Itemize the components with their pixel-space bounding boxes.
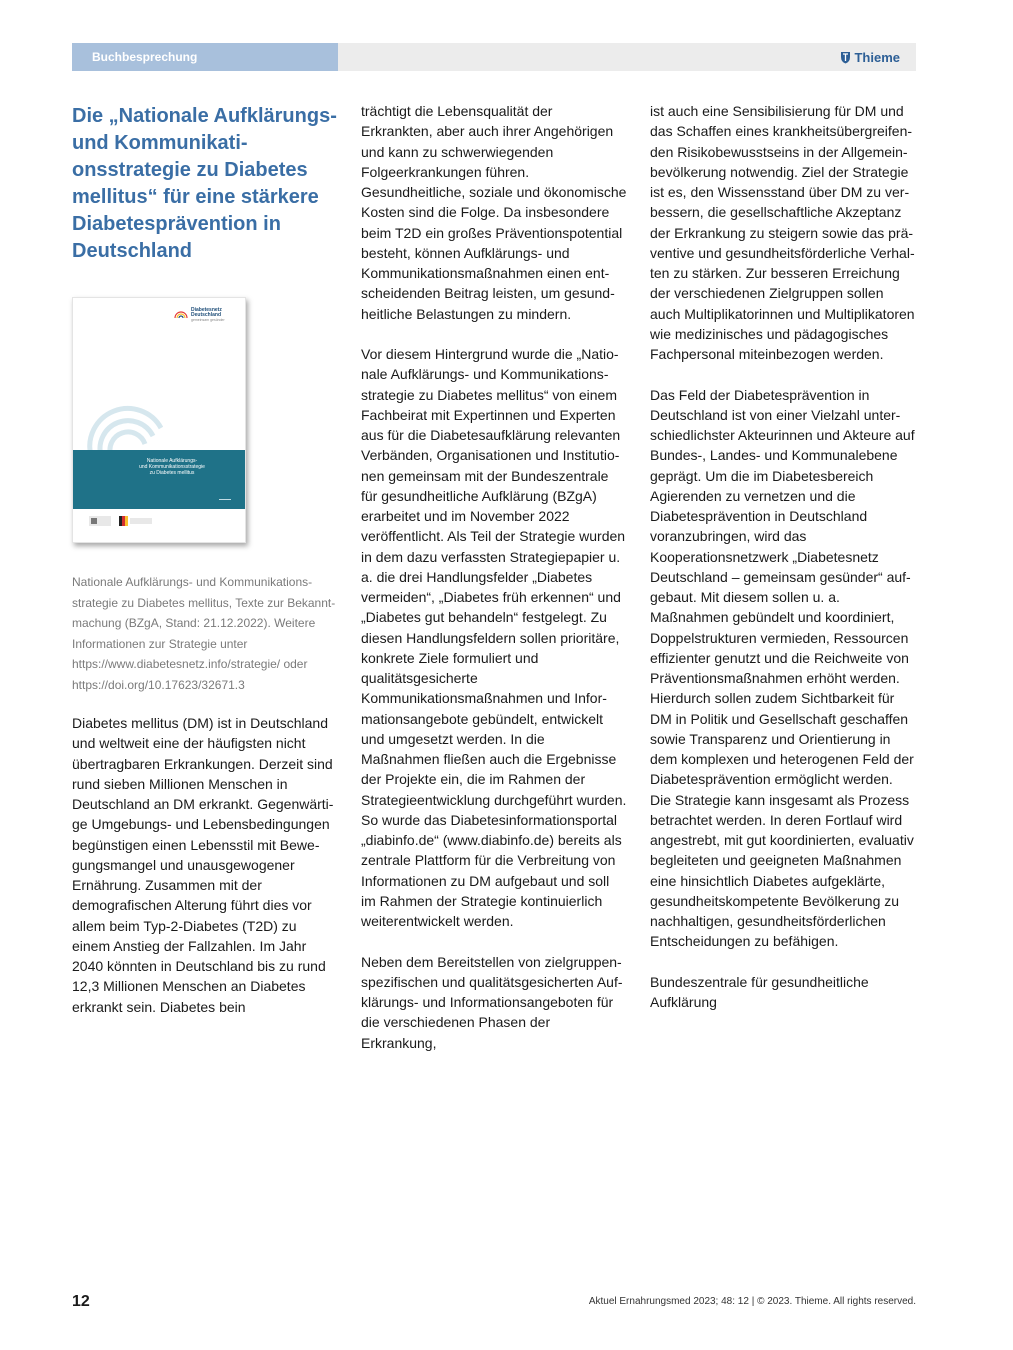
section-header [72,43,338,71]
paragraph-background: Vor diesem Hintergrund wurde die „Nationale Aufklärungs- und Kommunikationsstrategie zu Diabetes mellitus“ von einem Fachbeirat mit Expertinnen und Experten aus für die Diabetesaufklärung relevanten Verbänden, Organisationen und Institutionen gemeinsam mit der Bundeszentrale für gesundheitliche Aufklärung (BZgA) erarbeitet und im November 2022 veröffentlicht. Als Teil der Strategie wurden in dem dazu verfassten Strategiepapier u. a. die drei Handlungsfelder „Diabetes vermeiden“, „Diabetes früh erkennen“ und „Diabetes gut behandeln“ festgelegt. Zu diesen Handlungsfeldern sollen prioritäre, konkrete Ziele formuliert und qualitätsgesicherte Kommunikationsmaßnahmen und Informationsangebote gebündelt, entwickelt und umgesetzt werden. In die Maßnahmen fließen auch die Ergebnisse der Projekte ein, die im Rahmen der Strategieentwicklung durchgeführt wurden. So wurde das Diabetesinformationsportal „diabinfo.de“ (www.diabinfo.de) bereits als zentrale Plattform für die Verbreitung von Informationen zu DM aufgebaut und soll im Rahmen der Strategie kontinuierlich weiterentwickelt werden. [361,346,627,929]
publisher-header [338,43,916,71]
publisher-name: Thieme [854,49,900,65]
article-title: Die „Nationale Aufklärungs- und Kommunikationsstrategie zu Diabetes mellitus“ für eine stärkere Diabetesprävention in Deutschland [72,105,337,262]
cover-brand-line2: Deutschland [191,312,222,318]
cover-band-title-1: Nationale Aufklärungs- [146,458,198,464]
paragraph-intro: Diabetes mellitus (DM) ist in Deutschland und weltweit eine der häufigsten nicht übertragbaren Erkrankungen. Derzeit sind rund sieben Millionen Menschen in Deutschland an DM erkrankt. Gegenwärtige Umgebungs- und Lebensbedingungen begünstigen einen Lebensstil mit Bewegungsmangel und unausgewogener Ernährung. Zusammen mit der demografischen Alterung führt dies vor allem beim Typ-2-Diabetes (T2D) zu einem Anstieg der Fallzahlen. Im Jahr 2040 könnten in Deutschland bis zu rund 12,3 Millionen Menschen an Diabetes erkrankt sein. Diabetes bein [72,715,334,1015]
cover-date-line: ▬▬▬▬ [219,497,231,501]
cover-band-title-3: zu Diabetes mellitus [149,470,195,476]
paragraph-target-groups-continued: ist auch eine Sensibilisierung für DM und das Schaffen eines krankheitsübergreifenden Risikobewusstseins in der Allgemeinbevölkerung notwendig. Ziel der Strategie ist es, den Wissensstand über DM zu verbessern, die gesellschaftliche Akzeptanz der Erkrankung zu steigern sowie das präventive und gesundheitsförderliche Verhalten zu stärken. Zur besseren Erreichung der verschiedenen Zielgruppen sollen auch Multiplikatorinnen und Multiplikatoren wie medizinisches und pädagogisches Fachpersonal miteinbezogen werden. [650,103,915,362]
cover-brand-line3: gemeinsam gesünder [191,318,225,322]
strategy-cover-image [72,297,246,543]
cover-brand-line1: Diabetesnetz [191,307,222,313]
cover-brand [191,308,243,323]
cover-band [73,450,245,509]
body-column-1 [72,713,338,1017]
cover-arc-logo-icon [173,309,189,319]
paragraph-intro-continued: trächtigt die Lebensqualität der Erkrankten, aber auch ihrer Angehörigen und kann zu schwerwiegenden Folgeerkrankungen führen. Gesundheitliche, soziale und ökonomische Kosten sind die Folge. Da insbesondere beim T2D ein großes Präventionspotential besteht, können Aufklärungs- und Kommunikationsmaßnahmen einen entscheidenden Beitrag leisten, um gesundheitliche Belastungen zu mindern. [361,103,627,322]
paragraph-network: Das Feld der Diabetesprävention in Deutschland ist von einer Vielzahl unterschiedlichster Akteurinnen und Akteure auf Bundes-, Landes- und Kommunalebene geprägt. Um die im Diabetesbereich Agierenden zu vernetzen und die Diabetesprävention in Deutschland voranzubringen, wird das Kooperationsnetzwerk „Diabetesnetz Deutschland – gemeinsam gesünder“ aufgebaut. Mit diesem sollen u. a. Maßnahmen gebündelt und koordiniert, Doppelstrukturen vermieden, Ressourcen effizienter genutzt und die Reichweite von Präventionsmaßnahmen erhöht werden. Hierdurch sollen zudem Sichtbarkeit für DM in Politik und Gesellschaft geschaffen sowie Transparenz und Orientierung in dem komplexen und heterogenen Feld der Diabetesprävention ermöglicht werden. Die Strategie kann insgesamt als Prozess betrachtet werden. In deren Fortlauf wird angestrebt, mit gut koordinierten, evaluativ begleiteten und geeigneten Maßnahmen eine hinsichtlich Diabetes aufgeklärte, gesundheitskompetente Bevölkerung zu nachhaltigen, gesundheitsförderlichen Entscheidungen zu befähigen. [650,386,915,950]
cover-footer-logos-icon [89,514,159,530]
figure-caption: Nationale Aufklärungs- und Kommunikationsstrategie zu Diabetes mellitus, Texte zur Bekanntmachung (BZgA, Stand: 21.12.2022). Weitere Informationen zur Strategie unter https://www.diabetesnetz.info/strategie/ oder https://doi.org/10.17623/32671.3 [72,575,336,692]
paragraph-target-groups: Neben dem Bereitstellen von zielgruppenspezifischen und qualitätsgesicherten Aufklärungs- und Informationsangeboten für die verschiedenen Phasen der Erkrankung, [361,953,623,1051]
cover-band-title-2: und Kommunikationsstrategie [139,464,205,470]
page-number: 12 [72,1293,90,1310]
author-line: Bundeszentrale für gesundheitliche Aufklärung [650,973,869,1010]
body-column-3 [650,101,916,1012]
section-label: Buchbesprechung [92,50,198,64]
cover-arcs-decoration-icon [83,398,163,458]
cover-band-title [117,458,227,476]
body-column-2 [361,101,627,1053]
thieme-logo-icon [840,51,851,64]
footer-citation: Aktuel Ernahrungsmed 2023; 48: 12 | © 2023. Thieme. All rights reserved. [588,1296,916,1307]
